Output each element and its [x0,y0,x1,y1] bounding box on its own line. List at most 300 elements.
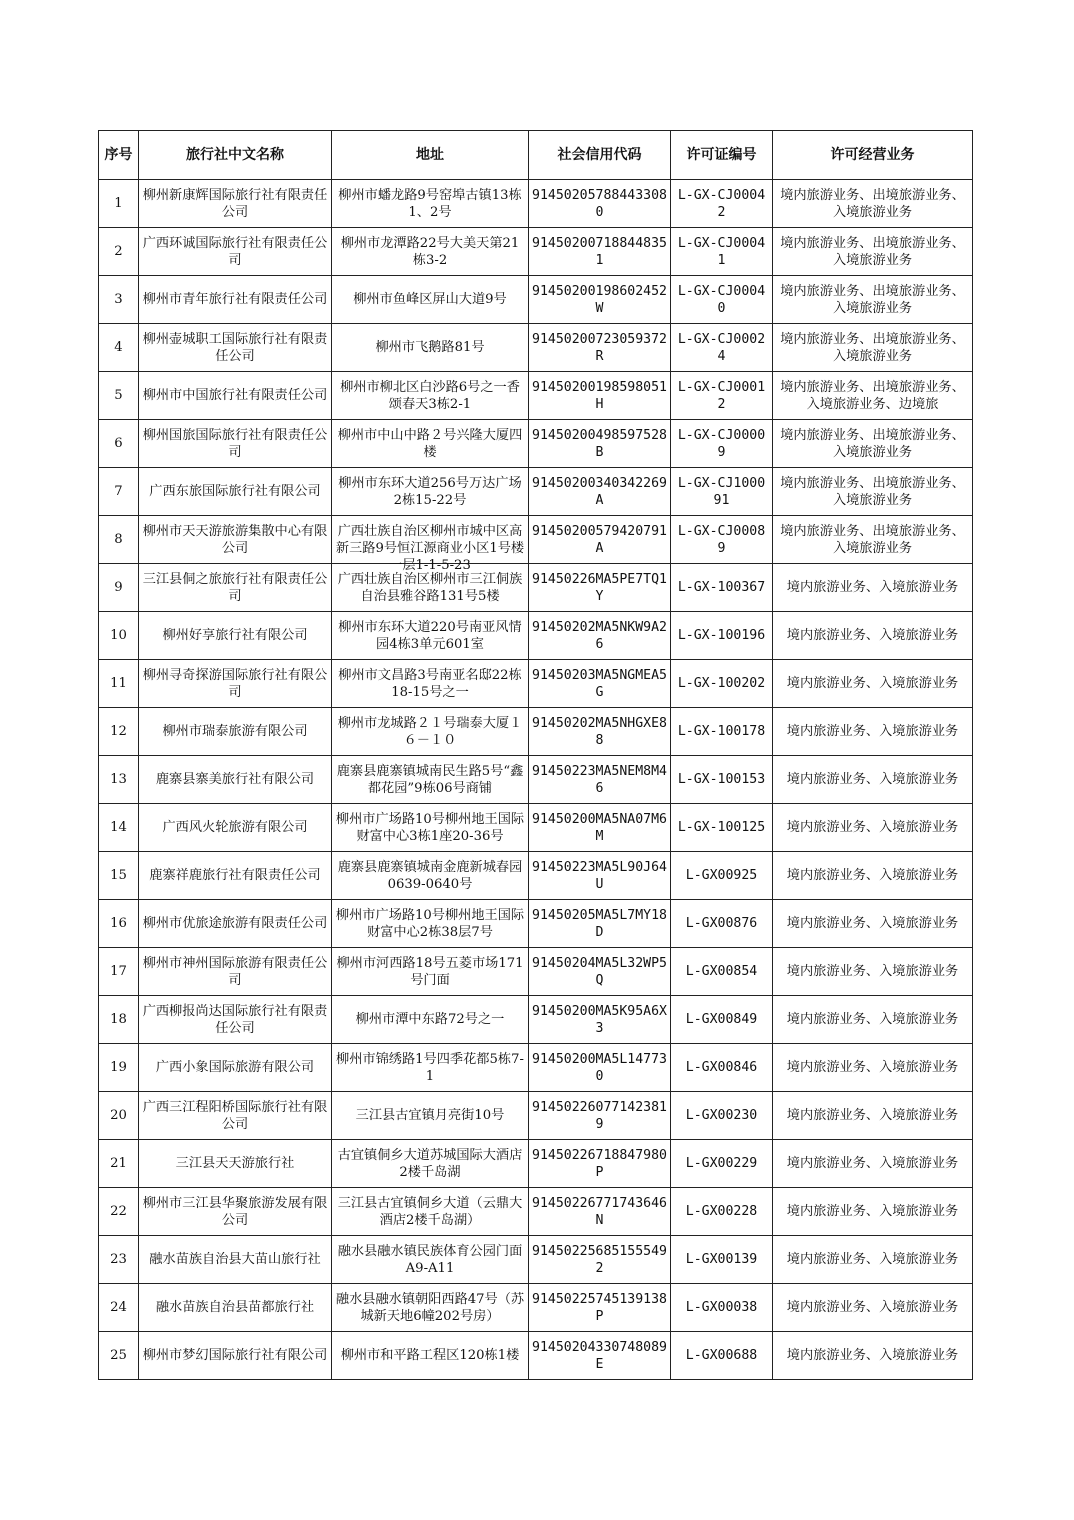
row-index-cell [99,1284,139,1332]
license-number-cell [671,756,773,804]
business-scope: 境内旅游业务、出境旅游业务、入境旅游业务 [780,427,965,460]
address: 柳州市和平路工程区120栋1楼 [340,1348,520,1363]
business-scope-cell [773,660,973,708]
table-row [99,900,973,948]
address-cell [332,708,529,756]
row-index-cell [99,1092,139,1140]
table-row [99,420,973,468]
business-scope: 境内旅游业务、入境旅游业务 [786,628,959,643]
credit-code: 91450223MA5NEM8M46 [532,763,667,796]
address: 柳州市龙城路２１号瑞泰大厦１６－１０ [337,715,523,748]
credit-code-cell [529,804,671,852]
table-row [99,324,973,372]
business-scope: 境内旅游业务、入境旅游业务 [786,1012,959,1027]
agency-name-cell [139,1332,332,1380]
row-index: 5 [114,388,123,403]
business-scope: 境内旅游业务、入境旅游业务 [786,580,959,595]
agency-name-cell [139,612,332,660]
agency-name-cell [139,228,332,276]
license-number-cell [671,1044,773,1092]
row-index: 9 [114,580,123,595]
row-index: 12 [110,724,127,739]
address-cell [332,276,529,324]
license-number-cell [671,1284,773,1332]
credit-code: 91450204330748089E [532,1339,667,1372]
row-index: 3 [114,292,123,307]
address: 广西壮族自治区柳州市三江侗族自治县雅谷路131号5楼 [337,571,523,604]
credit-code-cell [529,1284,671,1332]
table-row [99,1332,973,1380]
agency-name-cell [139,1188,332,1236]
license-number-cell [671,900,773,948]
business-scope-cell [773,1044,973,1092]
credit-code-cell [529,1236,671,1284]
address-cell [332,564,529,612]
agency-name-cell [139,468,332,516]
license-number: L-GX-CJ00040 [677,283,766,316]
address: 融水县融水镇朝阳西路47号（苏城新天地6幢202号房） [335,1291,525,1324]
license-number-cell [671,708,773,756]
address-cell [332,900,529,948]
row-index: 18 [110,1012,127,1027]
agency-name: 广西东旅国际旅行社有限公司 [149,484,321,499]
agency-name: 柳州市神州国际旅游有限责任公司 [142,955,328,988]
address: 柳州市蟠龙路9号窑埠古镇13栋1、2号 [338,187,522,220]
address: 融水县融水镇民族体育公园门面A9-A11 [337,1243,523,1276]
agency-name: 柳州市三江县华聚旅游发展有限公司 [142,1195,328,1228]
table-row [99,1044,973,1092]
travel-agency-table [98,130,973,1380]
license-number-cell [671,180,773,228]
credit-code: 91450200MA5K95A6X3 [532,1003,667,1036]
credit-code-cell [529,180,671,228]
row-index-cell [99,756,139,804]
credit-code: 91450226771743646N [532,1195,667,1228]
header-license-number: 许可证编号 [671,131,773,180]
agency-name: 柳州市中国旅行社有限责任公司 [142,388,328,403]
address: 柳州市东环大道220号南亚风情园4栋3单元601室 [338,619,522,652]
agency-name: 柳州壶城职工国际旅行社有限责任公司 [142,331,328,364]
row-index: 16 [110,916,127,931]
license-number-cell [671,468,773,516]
address-cell [332,1140,529,1188]
row-index: 24 [110,1300,127,1315]
license-number: L-GX00849 [685,1012,758,1027]
license-number: L-GX-100202 [677,676,766,691]
agency-name: 柳州市天天游旅游集散中心有限公司 [142,523,328,556]
table-row [99,1140,973,1188]
address-cell [332,1236,529,1284]
table-row [99,948,973,996]
business-scope: 境内旅游业务、入境旅游业务 [786,1156,959,1171]
row-index: 23 [110,1252,127,1267]
license-number-cell [671,852,773,900]
agency-name: 三江县侗之旅旅行社有限责任公司 [142,571,328,604]
address: 柳州市潭中东路72号之一 [355,1012,505,1027]
business-scope: 境内旅游业务、入境旅游业务 [786,1204,959,1219]
license-number: L-GX00229 [685,1156,758,1171]
row-index: 7 [114,484,123,499]
address: 鹿寨县鹿寨镇城南金鹿新城春园0639-0640号 [337,859,523,892]
address: 柳州市龙潭路22号大美天第21栋3-2 [340,235,520,268]
business-scope: 境内旅游业务、入境旅游业务 [786,1108,959,1123]
address-cell [332,1284,529,1332]
business-scope: 境内旅游业务、入境旅游业务 [786,1348,959,1363]
row-index-cell [99,948,139,996]
agency-name-cell [139,756,332,804]
business-scope-cell [773,324,973,372]
row-index-cell [99,996,139,1044]
row-index: 25 [110,1348,127,1363]
agency-name: 三江县天天游旅行社 [175,1156,295,1171]
credit-code-cell [529,420,671,468]
agency-name-cell [139,420,332,468]
license-number-cell [671,564,773,612]
credit-code-cell [529,228,671,276]
address: 柳州市文昌路3号南亚名邸22栋18-15号之一 [338,667,522,700]
credit-code-cell [529,468,671,516]
address: 鹿寨县鹿寨镇城南民生路5号“鑫都花园”9栋06号商铺 [336,763,524,796]
agency-name-cell [139,852,332,900]
credit-code-cell [529,660,671,708]
license-number: L-GX-CJ00089 [677,523,766,556]
credit-code-cell [529,564,671,612]
table-row [99,996,973,1044]
credit-code: 91450200198598051H [532,379,667,412]
business-scope: 境内旅游业务、入境旅游业务 [786,1300,959,1315]
credit-code: 914502007188448351 [532,235,667,268]
row-index: 20 [110,1108,127,1123]
header-address: 地址 [332,131,529,180]
table-body [99,180,973,1380]
business-scope: 境内旅游业务、入境旅游业务 [786,772,959,787]
business-scope-cell [773,1284,973,1332]
business-scope-cell [773,1332,973,1380]
agency-name-cell [139,900,332,948]
row-index: 21 [110,1156,127,1171]
address-cell [332,948,529,996]
business-scope-cell [773,1140,973,1188]
address: 柳州市柳北区白沙路6号之一香颂春天3栋2-1 [340,379,520,412]
row-index-cell [99,1140,139,1188]
business-scope-cell [773,180,973,228]
address-cell [332,852,529,900]
business-scope: 境内旅游业务、入境旅游业务 [786,724,959,739]
row-index: 1 [114,196,123,211]
header-agency-name: 旅行社中文名称 [139,131,332,180]
credit-code: 91450202MA5NKW9A26 [532,619,667,652]
agency-name: 柳州市瑞泰旅游有限公司 [162,724,308,739]
address-cell [332,756,529,804]
business-scope-cell [773,948,973,996]
row-index: 2 [114,244,123,259]
license-number: L-GX00925 [685,868,758,883]
address: 柳州市河西路18号五菱市场171号门面 [336,955,524,988]
agency-name-cell [139,324,332,372]
row-index-cell [99,852,139,900]
agency-name: 柳州寻奇探游国际旅行社有限公司 [142,667,328,700]
business-scope-cell [773,756,973,804]
table-row [99,1092,973,1140]
address-cell [332,324,529,372]
header-credit-code: 社会信用代码 [529,131,671,180]
address-cell [332,180,529,228]
agency-name: 广西柳报尚达国际旅行社有限责任公司 [142,1003,328,1036]
license-number-cell [671,996,773,1044]
agency-name-cell [139,1284,332,1332]
row-index-cell [99,1236,139,1284]
license-number: L-GX-100367 [677,580,766,595]
agency-name-cell [139,804,332,852]
row-index: 13 [110,772,127,787]
business-scope-cell [773,708,973,756]
agency-name: 柳州新康辉国际旅行社有限责任公司 [142,187,328,220]
address-cell [332,996,529,1044]
table-row [99,708,973,756]
row-index-cell [99,708,139,756]
agency-name-cell [139,660,332,708]
business-scope: 境内旅游业务、出境旅游业务、入境旅游业务 [780,331,965,364]
agency-name-cell [139,996,332,1044]
credit-code-cell [529,1332,671,1380]
table-row [99,516,973,564]
credit-code-cell [529,756,671,804]
row-index-cell [99,516,139,564]
license-number: L-GX-CJ00042 [677,187,766,220]
license-number: L-GX-CJ00041 [677,235,766,268]
credit-code: 91450205MA5L7MY18D [532,907,667,940]
business-scope: 境内旅游业务、入境旅游业务 [786,1252,959,1267]
credit-code-cell [529,612,671,660]
address: 柳州市飞鹅路81号 [375,340,485,355]
license-number: L-GX-CJ00009 [677,427,766,460]
address: 三江县古宜镇月亮街10号 [355,1108,505,1123]
business-scope: 境内旅游业务、入境旅游业务 [786,820,959,835]
credit-code-cell [529,948,671,996]
agency-name-cell [139,564,332,612]
business-scope-cell [773,900,973,948]
business-scope-cell [773,564,973,612]
row-index: 11 [110,676,127,691]
agency-name: 融水苗族自治县苗都旅行社 [155,1300,315,1315]
table-row [99,852,973,900]
agency-name-cell [139,276,332,324]
license-number: L-GX-CJ00012 [677,379,766,412]
table-row [99,228,973,276]
agency-name: 柳州国旅国际旅行社有限责任公司 [142,427,328,460]
address-cell [332,612,529,660]
row-index-cell [99,804,139,852]
row-index: 22 [110,1204,127,1219]
credit-code: 91450202MA5NHGXE88 [532,715,667,748]
business-scope: 境内旅游业务、出境旅游业务、入境旅游业务 [780,187,965,220]
row-index: 14 [110,820,127,835]
address-cell [332,228,529,276]
row-index-cell [99,1188,139,1236]
business-scope: 境内旅游业务、出境旅游业务、入境旅游业务 [780,475,965,508]
table-row [99,468,973,516]
address-cell [332,1044,529,1092]
credit-code-cell [529,372,671,420]
agency-name-cell [139,372,332,420]
credit-code-cell [529,996,671,1044]
credit-code: 91450203MA5NGMEA5G [532,667,667,700]
business-scope-cell [773,1188,973,1236]
table-row [99,804,973,852]
agency-name: 柳州好享旅行社有限公司 [162,628,308,643]
row-index-cell [99,564,139,612]
agency-name-cell [139,708,332,756]
address: 三江县古宜镇侗乡大道（云鼎大酒店2楼千岛湖） [337,1195,523,1228]
license-number: L-GX00139 [685,1252,758,1267]
agency-name-cell [139,1140,332,1188]
address: 广西壮族自治区柳州市城中区高新三路9号恒江源商业小区1号楼一层1-1-5-23 [335,523,525,573]
credit-code: 91450223MA5L90J64U [532,859,667,892]
address: 柳州市锦绣路1号四季花都5栋7-1 [336,1051,524,1084]
header-business-scope: 许可经营业务 [773,131,973,180]
agency-name-cell [139,948,332,996]
credit-code-cell [529,1092,671,1140]
license-number-cell [671,948,773,996]
address-cell [332,420,529,468]
business-scope: 境内旅游业务、入境旅游业务 [786,868,959,883]
table-row [99,564,973,612]
business-scope-cell [773,468,973,516]
row-index: 17 [110,964,127,979]
row-index-cell [99,1044,139,1092]
business-scope-cell [773,1092,973,1140]
address: 柳州市东环大道256号万达广场2栋15-22号 [338,475,522,508]
row-index-cell [99,420,139,468]
agency-name-cell [139,1044,332,1092]
business-scope-cell [773,612,973,660]
license-number-cell [671,1092,773,1140]
credit-code-cell [529,900,671,948]
address-cell [332,660,529,708]
license-number: L-GX00230 [685,1108,758,1123]
row-index: 4 [114,340,123,355]
row-index-cell [99,228,139,276]
row-index: 6 [114,436,123,451]
credit-code: 914502260771423819 [532,1099,667,1132]
agency-name-cell [139,1092,332,1140]
credit-code: 91450226MA5PE7TQ1Y [532,571,667,604]
row-index-cell [99,372,139,420]
license-number-cell [671,324,773,372]
credit-code: 91450200MA5L147730 [532,1051,667,1084]
license-number-cell [671,372,773,420]
license-number: L-GX-100153 [677,772,766,787]
agency-name: 柳州市青年旅行社有限责任公司 [142,292,328,307]
license-number: L-GX00876 [685,916,758,931]
row-index-cell [99,612,139,660]
business-scope-cell [773,804,973,852]
credit-code: 91450200579420791A [532,523,667,556]
credit-code-cell [529,708,671,756]
license-number-cell [671,1236,773,1284]
license-number: L-GX00038 [685,1300,758,1315]
credit-code: 91450200198602452W [532,283,667,316]
agency-name: 广西三江程阳桥国际旅行社有限公司 [142,1099,328,1132]
credit-code: 91450226718847980P [532,1147,667,1180]
table-row [99,1236,973,1284]
license-number: L-GX-CJ00024 [677,331,766,364]
credit-code-cell [529,324,671,372]
business-scope: 境内旅游业务、入境旅游业务 [786,964,959,979]
row-index: 10 [110,628,127,643]
agency-name: 柳州市优旅途旅游有限责任公司 [142,916,328,931]
license-number-cell [671,660,773,708]
table-row [99,756,973,804]
business-scope-cell [773,852,973,900]
credit-code-cell [529,1188,671,1236]
license-number: L-GX-CJ100091 [677,475,766,508]
business-scope: 境内旅游业务、入境旅游业务 [786,916,959,931]
row-index-cell [99,468,139,516]
credit-code: 91450200723059372R [532,331,667,364]
credit-code: 914502057884433080 [532,187,667,220]
business-scope-cell [773,516,973,564]
credit-code-cell [529,1140,671,1188]
row-index: 8 [114,532,123,547]
address-cell [332,372,529,420]
license-number-cell [671,228,773,276]
business-scope-cell [773,276,973,324]
credit-code: 91450204MA5L32WP5Q [532,955,667,988]
address-cell [332,516,529,573]
license-number: L-GX00688 [685,1348,758,1363]
table-row [99,660,973,708]
agency-name: 广西风火轮旅游有限公司 [162,820,308,835]
credit-code: 91450200340342269A [532,475,667,508]
agency-name: 鹿寨县寨美旅行社有限公司 [155,772,315,787]
header-index: 序号 [99,131,139,180]
credit-code-cell [529,852,671,900]
row-index-cell [99,660,139,708]
license-number-cell [671,1140,773,1188]
credit-code: 91450225745139138P [532,1291,667,1324]
agency-name: 融水苗族自治县大苗山旅行社 [149,1252,321,1267]
license-number: L-GX-100125 [677,820,766,835]
credit-code-cell [529,1044,671,1092]
address: 古宜镇侗乡大道苏城国际大酒店2楼千岛湖 [337,1147,523,1180]
business-scope-cell [773,1236,973,1284]
agency-name: 广西小象国际旅游有限公司 [155,1060,315,1075]
license-number-cell [671,276,773,324]
business-scope-cell [773,996,973,1044]
address-cell [332,804,529,852]
credit-code: 91450200MA5NA07M6M [532,811,667,844]
table-row [99,180,973,228]
header-row [99,131,973,180]
credit-code: 91450200498597528B [532,427,667,460]
row-index-cell [99,276,139,324]
business-scope-cell [773,228,973,276]
license-number-cell [671,804,773,852]
address-cell [332,1332,529,1380]
license-number: L-GX-100196 [677,628,766,643]
address: 柳州市鱼峰区屏山大道9号 [353,292,507,307]
agency-name: 广西环诚国际旅行社有限责任公司 [142,235,328,268]
license-number-cell [671,516,773,564]
license-number: L-GX00854 [685,964,758,979]
license-number: L-GX-100178 [677,724,766,739]
license-number: L-GX00228 [685,1204,758,1219]
license-number-cell [671,1188,773,1236]
business-scope: 境内旅游业务、入境旅游业务 [786,1060,959,1075]
table-row [99,276,973,324]
business-scope: 境内旅游业务、出境旅游业务、入境旅游业务 [780,235,965,268]
